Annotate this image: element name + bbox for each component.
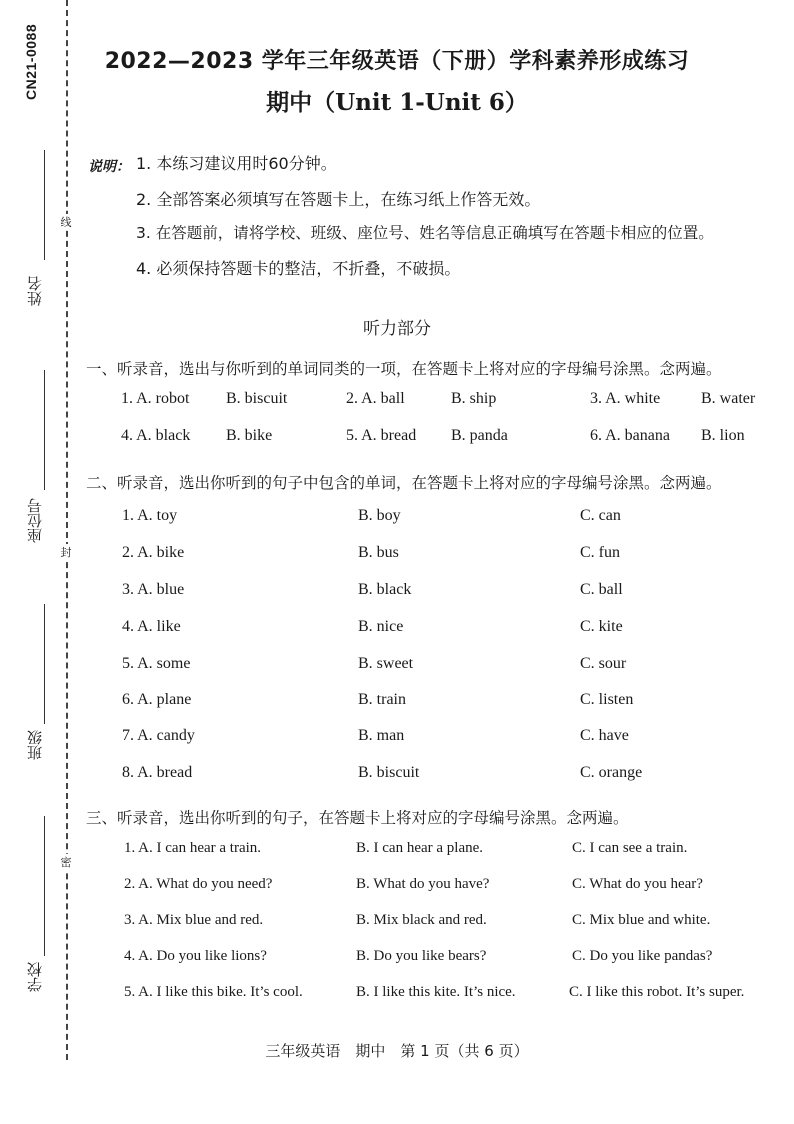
page-footer: 三年级英语 期中 第 1 页（共 6 页） <box>265 1042 529 1060</box>
question-option: B. train <box>358 691 406 708</box>
note-item: 3. 在答题前，请将学校、班级、座位号、姓名等信息正确填写在答题卡相应的位置。 <box>136 224 714 242</box>
document-code: CN21-0088 <box>23 23 39 100</box>
question-option: C. sour <box>580 655 627 672</box>
class-label: 班级 <box>26 730 44 760</box>
question-option: B. I like this kite. It’s nice. <box>356 984 516 1000</box>
question-option: B. ship <box>451 390 497 407</box>
question-option: 3. A. Mix blue and red. <box>124 912 264 928</box>
question-option: B. Mix black and red. <box>356 912 487 928</box>
question-option: C. ball <box>580 581 623 598</box>
question-option: B. I can hear a plane. <box>356 840 484 856</box>
question-option: C. I like this robot. It’s super. <box>569 984 745 1000</box>
binding-cut-line <box>66 0 68 1060</box>
cut-mark-seal: 封 <box>58 544 74 560</box>
cut-mark-line: 线 <box>58 214 74 230</box>
question-option: 6. A. banana <box>590 427 670 444</box>
question-option: B. biscuit <box>358 764 420 781</box>
question-option: 1. A. robot <box>121 390 190 407</box>
question-option: B. Do you like bears? <box>356 948 487 964</box>
question-option: C. Mix blue and white. <box>572 912 711 928</box>
question-option: C. kite <box>580 618 623 635</box>
seat-label: 座位号 <box>26 498 44 543</box>
question-option: B. biscuit <box>226 390 288 407</box>
question-option: 2. A. What do you need? <box>124 876 273 892</box>
question-option: C. listen <box>580 691 634 708</box>
question-option: 2. A. ball <box>346 390 405 407</box>
question-option: B. bus <box>358 544 399 561</box>
part1-heading: 一、听录音，选出与你听到的单词同类的一项，在答题卡上将对应的字母编号涂黑。念两遍。 <box>86 360 722 378</box>
notes-label: 说明： <box>88 159 130 175</box>
listening-section-title: 听力部分 <box>363 319 431 339</box>
question-option: B. black <box>358 581 412 598</box>
question-option: 4. A. Do you like lions? <box>124 948 267 964</box>
question-option: B. panda <box>451 427 508 444</box>
name-label: 姓名 <box>26 276 44 306</box>
question-option: 2. A. bike <box>122 544 185 561</box>
question-option: B. water <box>701 390 756 407</box>
question-option: 3. A. blue <box>122 581 185 598</box>
question-option: C. What do you hear? <box>572 876 703 892</box>
question-option: C. can <box>580 507 621 524</box>
part3-heading: 三、听录音，选出你听到的句子，在答题卡上将对应的字母编号涂黑。念两遍。 <box>86 809 629 827</box>
question-option: 5. A. bread <box>346 427 417 444</box>
school-fill-line <box>44 816 45 956</box>
question-option: B. boy <box>358 507 401 524</box>
question-option: 6. A. plane <box>122 691 192 708</box>
note-item: 4. 必须保持答题卡的整洁，不折叠，不破损。 <box>136 259 461 278</box>
question-option: 1. A. I can hear a train. <box>124 840 262 856</box>
question-option: 3. A. white <box>590 390 661 407</box>
note-item: 1. 本练习建议用时60分钟。 <box>136 154 337 173</box>
class-fill-line <box>44 604 45 724</box>
question-option: B. What do you have? <box>356 876 490 892</box>
part2-heading: 二、听录音，选出你听到的句子中包含的单词，在答题卡上将对应的字母编号涂黑。念两遍。 <box>86 474 722 492</box>
question-option: 1. A. toy <box>122 507 178 524</box>
question-option: B. lion <box>701 427 745 444</box>
question-option: 5. A. some <box>122 655 191 672</box>
exam-title: 2022—2023 学年三年级英语（下册）学科素养形成练习 <box>104 49 690 74</box>
question-option: 5. A. I like this bike. It’s cool. <box>124 984 303 1000</box>
question-option: B. nice <box>358 618 404 635</box>
question-option: C. fun <box>580 544 620 561</box>
seat-fill-line <box>44 370 45 490</box>
question-option: B. man <box>358 727 405 744</box>
question-option: 7. A. candy <box>122 727 195 744</box>
question-option: C. have <box>580 727 629 744</box>
name-fill-line <box>44 150 45 260</box>
question-option: C. I can see a train. <box>572 840 688 856</box>
question-option: 4. A. black <box>121 427 191 444</box>
exam-subtitle: 期中（Unit 1-Unit 6） <box>266 89 528 116</box>
question-option: B. bike <box>226 427 273 444</box>
question-option: C. Do you like pandas? <box>572 948 713 964</box>
note-item: 2. 全部答案必须填写在答题卡上，在练习纸上作答无效。 <box>136 190 541 209</box>
question-option: 8. A. bread <box>122 764 193 781</box>
school-label: 学校 <box>26 962 44 992</box>
cut-mark-secret: 密 <box>58 854 74 870</box>
question-option: B. sweet <box>358 655 414 672</box>
question-option: 4. A. like <box>122 618 181 635</box>
question-option: C. orange <box>580 764 643 781</box>
